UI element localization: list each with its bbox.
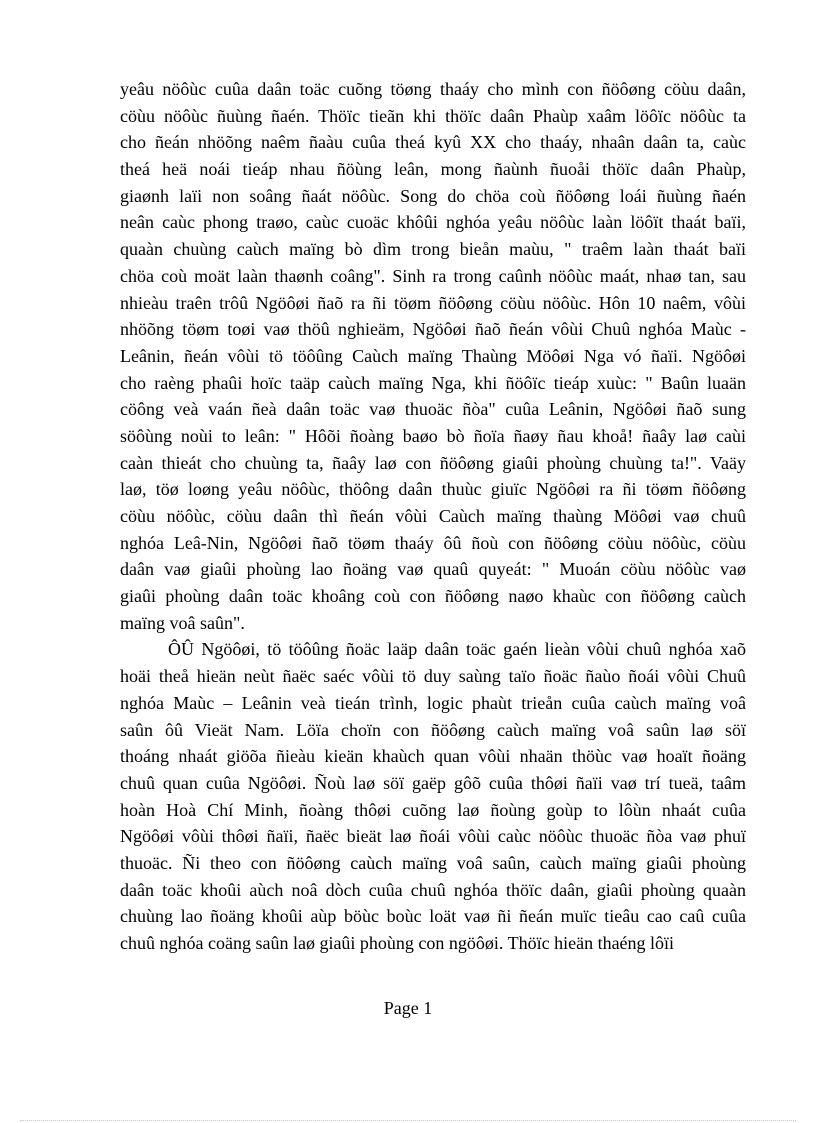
text-line: daân vaø giaûi phoùng lao ñoäng vaø quaû quyeát: " Muoán cöùu nöôùc vaø <box>120 559 746 580</box>
text-line: chuû quan cuûa Ngöôøi. Ñoù laø söï gaëp gôõ cuûa thôøi ñaïi vaø trí tueä, taâm <box>120 772 746 793</box>
text-line: daân toäc khoûi aùch noâ dòch cuûa chuû nghóa thöïc daân, giaûi phoùng quaàn <box>120 879 746 900</box>
text-line: Leânin, ñeán vôùi tö töôûng Caùch maïng Thaùng Möôøi Nga vó ñaïi. Ngöôøi <box>120 345 746 366</box>
text-line: hoàn Hoà Chí Minh, ñoàng thôøi cuõng laø ñoùng goùp to lôùn nhaát cuûa <box>120 799 746 820</box>
text-line: cho raèng phaûi hoïc taäp caùch maïng Nga, khi ñöôïc tieáp xuùc: " Baûn luaän <box>120 372 746 393</box>
text-line: yeâu nöôùc cuûa daân toäc cuõng töøng thaáy cho mình con ñöôøng cöùu daân, <box>120 79 746 99</box>
text-line: quaàn chuùng caùch maïng bò dìm trong bieån maùu, " traêm laàn thaát baïi <box>120 239 746 260</box>
text-line: chuû nghóa coäng saûn laø giaûi phoùng con ngöôøi. Thöïc hieän thaéng lôïi <box>120 933 675 953</box>
text-line: chöa coù moät laàn thaønh coâng". Sinh ra trong caûnh nöôùc maát, nhaø tan, sau <box>120 265 746 286</box>
text-line: cöông veà vaán ñeà daân toäc vaø thuoäc ñòa" cuûa Leânin, Ngöôøi ñaõ sung <box>120 399 746 420</box>
text-line: chuùng lao ñoäng khoûi aùp böùc boùc loät vaø ñi ñeán muïc tieâu cao caû cuûa <box>120 906 746 927</box>
document-body <box>120 76 746 957</box>
text-line: giaûi phoùng daân toäc khoâng coù con ñöôøng naøo khaùc con ñöôøng caùch <box>120 586 746 607</box>
text-line: nghóa Maùc – Leânin veà tieán trình, logic phaùt trieån cuûa caùch maïng voâ <box>120 692 746 713</box>
body-paragraph <box>120 636 746 956</box>
text-line: caàn thieát cho chuùng ta, ñaây laø con ñöôøng giaûi phoùng chuùng ta!". Vaäy <box>120 452 746 473</box>
page-footer: Page 1 <box>383 998 433 1018</box>
text-line: ÔÛ Ngöôøi, tö töôûng ñoäc laäp daân toäc gaén lieàn vôùi chuû nghóa xaõ <box>168 639 746 660</box>
text-line: saûn ôû Vieät Nam. Löïa choïn con ñöôøng caùch maïng voâ saûn laø söï <box>120 719 746 740</box>
text-line: nhieàu traên trôû Ngöôøi ñaõ ra ñi töøm ñöôøng cöùu nöôùc. Hôn 10 naêm, vôùi <box>120 292 746 313</box>
text-line: nghóa Leâ-Nin, Ngöôøi ñaõ töøm thaáy ôû ñoù con ñöôøng cöùu nöôùc, cöùu <box>120 532 746 553</box>
text-line: maïng voâ saûn". <box>120 612 245 633</box>
text-line: thoáng nhaát giöõa ñieàu kieän khaùch quan vôùi nhaän thöùc vaø hoaït ñoäng <box>120 746 746 767</box>
text-line: cho ñeán nhöõng naêm ñaàu cuûa theá kyû XX cho thaáy, nhaân daân ta, caùc <box>120 132 746 153</box>
text-line: Ngöôøi vôùi thôøi ñaïi, ñaëc bieät laø ñoái vôùi caùc nöôùc thuoäc ñòa vaø phuï <box>120 826 746 847</box>
text-line: hoäi theå hieän neùt ñaëc saéc vôùi tö duy saùng taïo ñoäc ñaùo ñoái vôùi Chuû <box>120 666 746 687</box>
text-line: neân caùc phong traøo, caùc cuoäc khôûi nghóa yeâu nöôùc laàn löôït thaát baïi, <box>120 212 746 233</box>
text-line: theá heä noái tieáp nhau ñöùng leân, mong ñaùnh ñuoåi thöïc daân Phaùp, <box>120 159 746 180</box>
body-paragraph <box>120 76 746 636</box>
text-line: cöùu nöôùc ñuùng ñaén. Thöïc tieãn khi thöïc daân Phaùp xaâm löôïc nöôùc ta <box>120 105 746 126</box>
page-bottom-divider <box>20 1120 796 1121</box>
text-line: söôùng noùi to leân: " Hôõi ñoàng baøo bò ñoïa ñaøy ñau khoå! ñaây laø caùi <box>120 425 746 446</box>
text-line: thuoäc. Ñi theo con ñöôøng caùch maïng voâ saûn, caùch maïng giaûi phoùng <box>120 852 746 873</box>
text-line: giaønh laïi non soâng ñaát nöôùc. Song do chöa coù ñöôøng loái ñuùng ñaén <box>120 185 746 206</box>
text-line: nhöõng töøm toøi vaø thöû nghieäm, Ngöôøi ñaõ ñeán vôùi Chuû nghóa Maùc - <box>120 319 746 340</box>
text-line: cöùu nöôùc, cöùu daân thì ñeán vôùi Caùch maïng thaùng Möôøi vaø chuû <box>120 506 746 526</box>
text-line: laø, töø loøng yeâu nöôùc, thöông daân thuùc giuïc Ngöôøi ra ñi töøm ñöôøng <box>120 479 746 500</box>
